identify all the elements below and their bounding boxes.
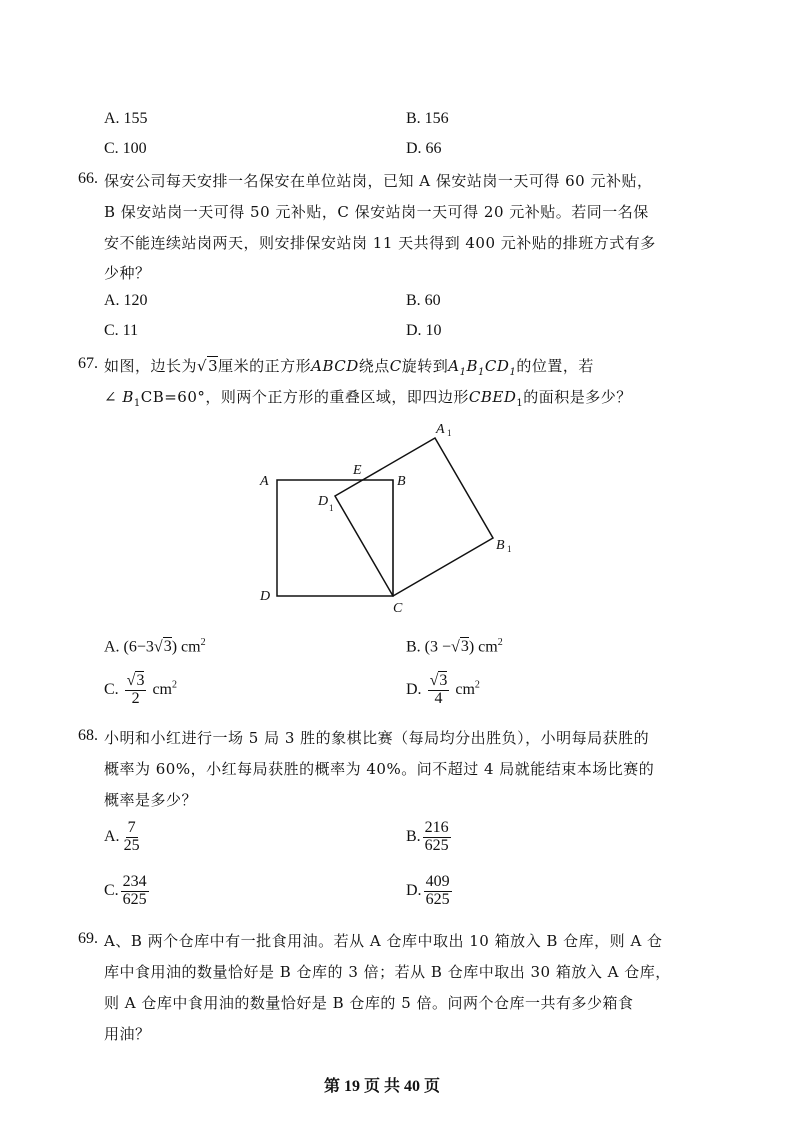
q69-number: 69. — [78, 930, 98, 947]
q68-number: 68. — [78, 727, 98, 744]
q66-number: 66. — [78, 170, 98, 187]
q67-point-c: C — [389, 357, 402, 375]
page-footer: 第 19 页 共 40 页 — [324, 1078, 441, 1095]
q67-line1-prefix: 如图，边长为 — [104, 357, 198, 375]
q68-option-d: D. $\frac{409}{625}$ — [406, 873, 450, 908]
label-b1: B — [496, 538, 505, 553]
q66-line-1: 保安公司每天安排一名保安在单位站岗，已知 A 保安站岗一天可得 60 元补贴， — [104, 172, 653, 190]
q66-option-b: B. 60 — [406, 292, 441, 309]
q69-line-3: 则 A 仓库中食用油的数量恰好是 B 仓库的 5 倍。问两个仓库一共有多少箱食 — [104, 994, 634, 1012]
q65-option-b: B. 156 — [406, 110, 449, 127]
label-a: A — [260, 474, 269, 489]
q67-line1-suffix: 旋转到 — [401, 357, 449, 375]
sqrt-icon: √ — [197, 357, 208, 375]
q67-option-a: A. (6−3√3) $cm^2$ — [104, 637, 206, 656]
q67-square-name: ABCD — [311, 357, 359, 375]
q68-option-b: B. $\frac{216}{625}$ — [406, 819, 449, 854]
sqrt-icon: √ — [153, 638, 163, 656]
q66-line-4: 少种？ — [104, 264, 151, 282]
q67-option-d: D. $\frac{√3}{4}$ $cm^2$ — [406, 672, 480, 707]
label-b: B — [397, 474, 406, 489]
q68-line-3: 概率是多少？ — [104, 791, 198, 809]
q67-line-1 — [104, 355, 594, 378]
q67-angle: ∠ B — [104, 388, 134, 406]
label-d: D — [260, 589, 271, 604]
q67-line1-rot: 绕点 — [358, 357, 390, 375]
sqrt-icon: √ — [429, 672, 439, 689]
q67-line-2: ∠ $B_1CB=60^\circ$，则两个正方形的重叠区域，即四边形$CBED_1$的面积是多少？ — [104, 388, 632, 409]
q69-line-2: 库中食用油的数量恰好是 B 仓库的 3 倍；若从 B 仓库中取出 30 箱放入 A 仓库， — [104, 963, 671, 981]
q66-option-a: A. 120 — [104, 292, 148, 309]
q67-option-b: B. (3 −√3) $cm^2$ — [406, 637, 503, 656]
q67-line2-after: CB=60°，则两个正方形的重叠区域，即四边形 — [140, 388, 469, 406]
q67-line1-mid: 厘米的正方形 — [218, 357, 312, 375]
q69-line-4: 用油？ — [104, 1025, 151, 1043]
q68-option-a: A. $\frac{7}{25}$ — [104, 819, 140, 854]
label-e: E — [353, 463, 362, 478]
q66-option-c: C. 11 — [104, 322, 139, 339]
q67-line1-tail: 的位置，若 — [516, 357, 594, 375]
q65-option-d: D. 66 — [406, 140, 442, 157]
label-d1-sub: 1 — [329, 503, 334, 513]
label-a1: A — [436, 422, 445, 437]
label-b1-sub: 1 — [507, 544, 512, 554]
q67-number: 67. — [78, 355, 98, 372]
square-a1b1cd1 — [335, 438, 493, 596]
q67-option-c: C. $\frac{√3}{2}$ $cm^2$ — [104, 672, 177, 707]
q66-option-d: D. 10 — [406, 322, 442, 339]
q68-line-1: 小明和小红进行一场 5 局 3 胜的象棋比赛（每局均分出胜负），小明每局获胜的 — [104, 729, 650, 747]
q69-line-1: A、B 两个仓库中有一批食用油。若从 A 仓库中取出 10 箱放入 B 仓库，则 A 仓 — [104, 932, 663, 950]
label-d1: D — [318, 494, 329, 509]
q66-line-3: 安不能连续站岗两天，则安排保安站岗 11 天共得到 400 元补贴的排班方式有多 — [104, 234, 656, 252]
q67-figure — [250, 415, 530, 615]
label-a1-sub: 1 — [447, 428, 452, 438]
q67-quad: CBED — [468, 388, 517, 406]
q68-option-c: C. $\frac{234}{625}$ — [104, 873, 147, 908]
sqrt-icon: √ — [451, 638, 460, 656]
sqrt-icon: √ — [126, 672, 136, 689]
q67-line2-tail: 的面积是多少？ — [523, 388, 632, 406]
q68-line-2: 概率为 60%，小红每局获胜的概率为 40%。问不超过 4 局就能结束本场比赛的 — [104, 760, 655, 778]
q66-line-2: B 保安站岗一天可得 50 元补贴，C 保安站岗一天可得 20 元补贴。若同一名保 — [104, 203, 649, 221]
q65-option-c: C. 100 — [104, 140, 147, 157]
label-c: C — [393, 601, 403, 615]
q67-rotated-square: $A_1B_1CD_1$ — [448, 357, 517, 378]
q65-option-a: A. 155 — [104, 110, 148, 127]
q67-sqrt-value: 3 — [208, 357, 219, 375]
